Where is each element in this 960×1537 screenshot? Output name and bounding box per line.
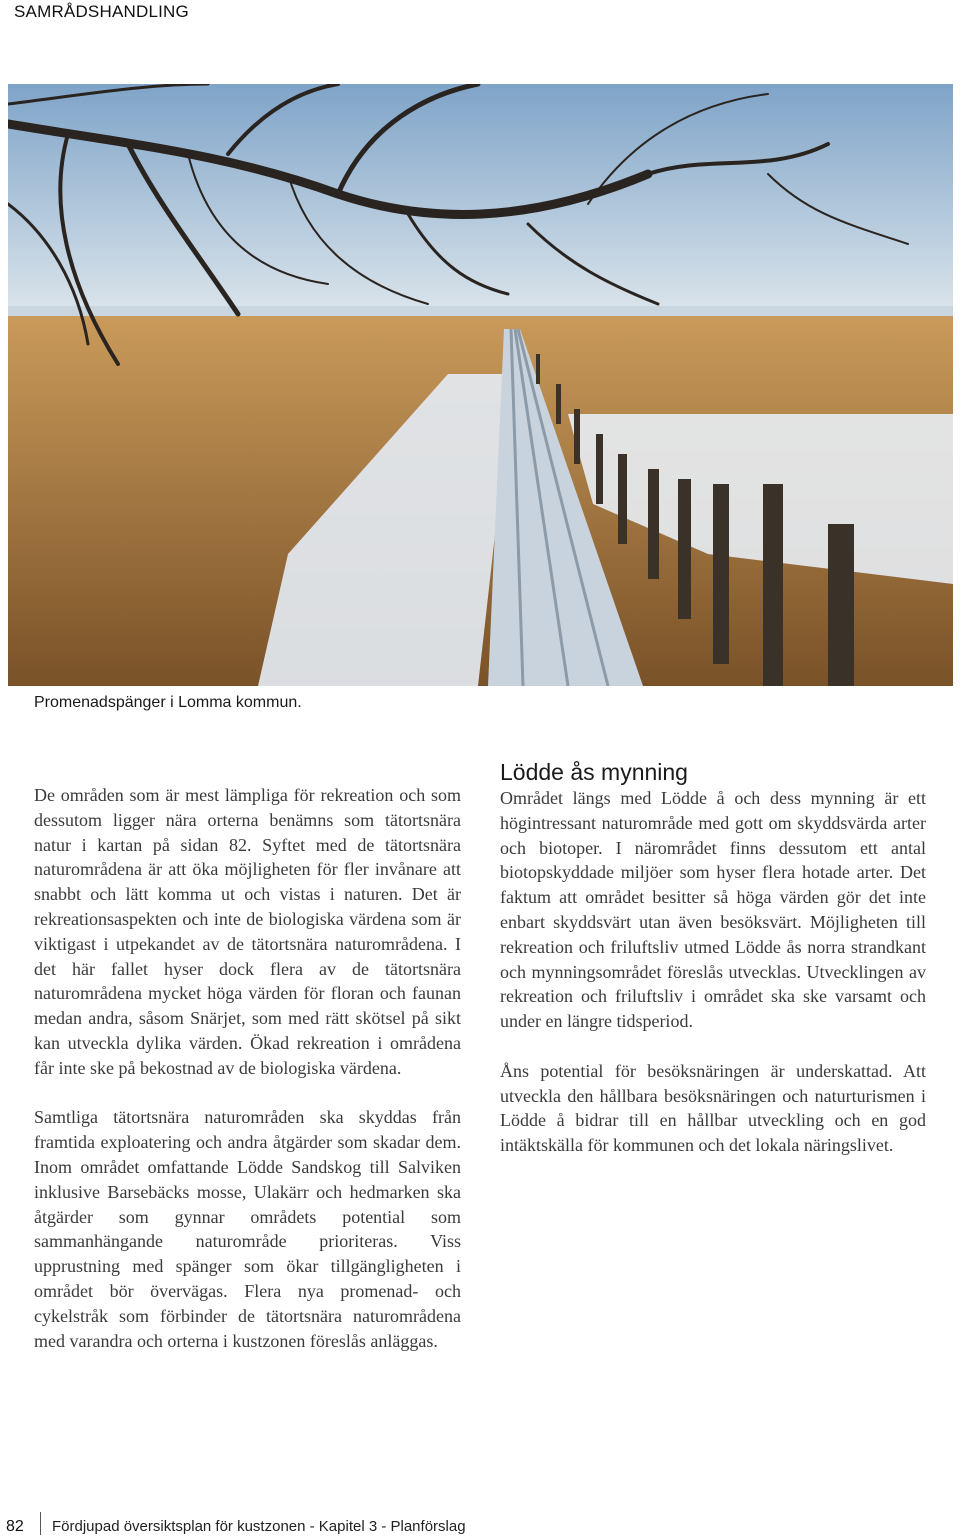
section-heading: Lödde ås mynning: [500, 759, 688, 785]
left-column: [34, 783, 461, 1353]
footer-document-title: Fördjupad översiktsplan för kustzonen - Kapitel 3 - Planförslag: [52, 1518, 466, 1535]
right-paragraph-1: Området längs med Lödde å och dess mynning är ett högintressant naturområde med gott om skyddsvärda arter och biotoper. I närområdet finns dessutom ett antal biotopskyddade miljöer som hyser flera hotade arter. Det faktum att området besitter så höga värden gör det inte enbart skyddsvärt utan även besöksvärt. Möjligheten till rekreation och friluftsliv utmed Lödde ås norra strandkant och mynningsområdet föreslås utvecklas. Utvecklingen av rekreation och friluftsliv i området ska ske varsamt och under en längre tidsperiod.: [500, 788, 926, 1032]
right-column: [500, 758, 926, 1158]
boardwalk-photo: [8, 84, 953, 686]
boardwalk-illustration: [8, 84, 953, 686]
left-paragraph-1: De områden som är mest lämpliga för rekreation och som dessutom ligger nära orterna benämns som tätortsnära natur i kartan på sidan 82. Syftet med de tätortsnära naturområdena är att öka möjligheten för fler invånare att snabbt och lätt komma ut och vistas i naturen. Det är rekreationsaspekten och inte de biologiska värdena som är viktigast i utpekandet av de tätortsnära naturområdena. I det här fallet hyser dock flera av de tätortsnära naturområdena mycket höga värden för floran och faunan medan andra, såsom Snärjet, som med rätt skötsel på sikt kan utveckla dylika värden. Ökad rekreation i områdena får inte ske på bekostnad av de biologiska värdena.: [34, 785, 461, 1078]
right-paragraph-2: Åns potential för besöksnäringen är underskattad. Att utveckla den hållbara besöksnäringen och naturturismen i Lödde å bidrar till en hållbar utveckling och en god intäktskälla för kommunen och det lokala näringslivet.: [500, 1060, 926, 1156]
page-number: 82: [6, 1518, 24, 1535]
left-paragraph-2: Samtliga tätortsnära naturområden ska skyddas från framtida exploatering och andra åtgärder som skadar dem. Inom området omfattande Lödde Sandskog till Salviken inklusive Barsebäcks mosse, Ulakärr och hedmarken ska åtgärder som gynnar områdets potential som sammanhängande naturområde prioriteras. Viss upprustning med spänger som ökar tillgängligheten i området bör övervägas. Flera nya promenad- och cykelstråk som förbinder de tätortsnära naturområdena med varandra och orterna i kustzonen föreslås anläggas.: [34, 1107, 461, 1351]
page-footer: [0, 1510, 960, 1537]
footer-divider: [40, 1512, 41, 1535]
document-status-label: SAMRÅDSHANDLING: [14, 2, 189, 21]
photo-caption: Promenadspänger i Lomma kommun.: [34, 694, 302, 711]
